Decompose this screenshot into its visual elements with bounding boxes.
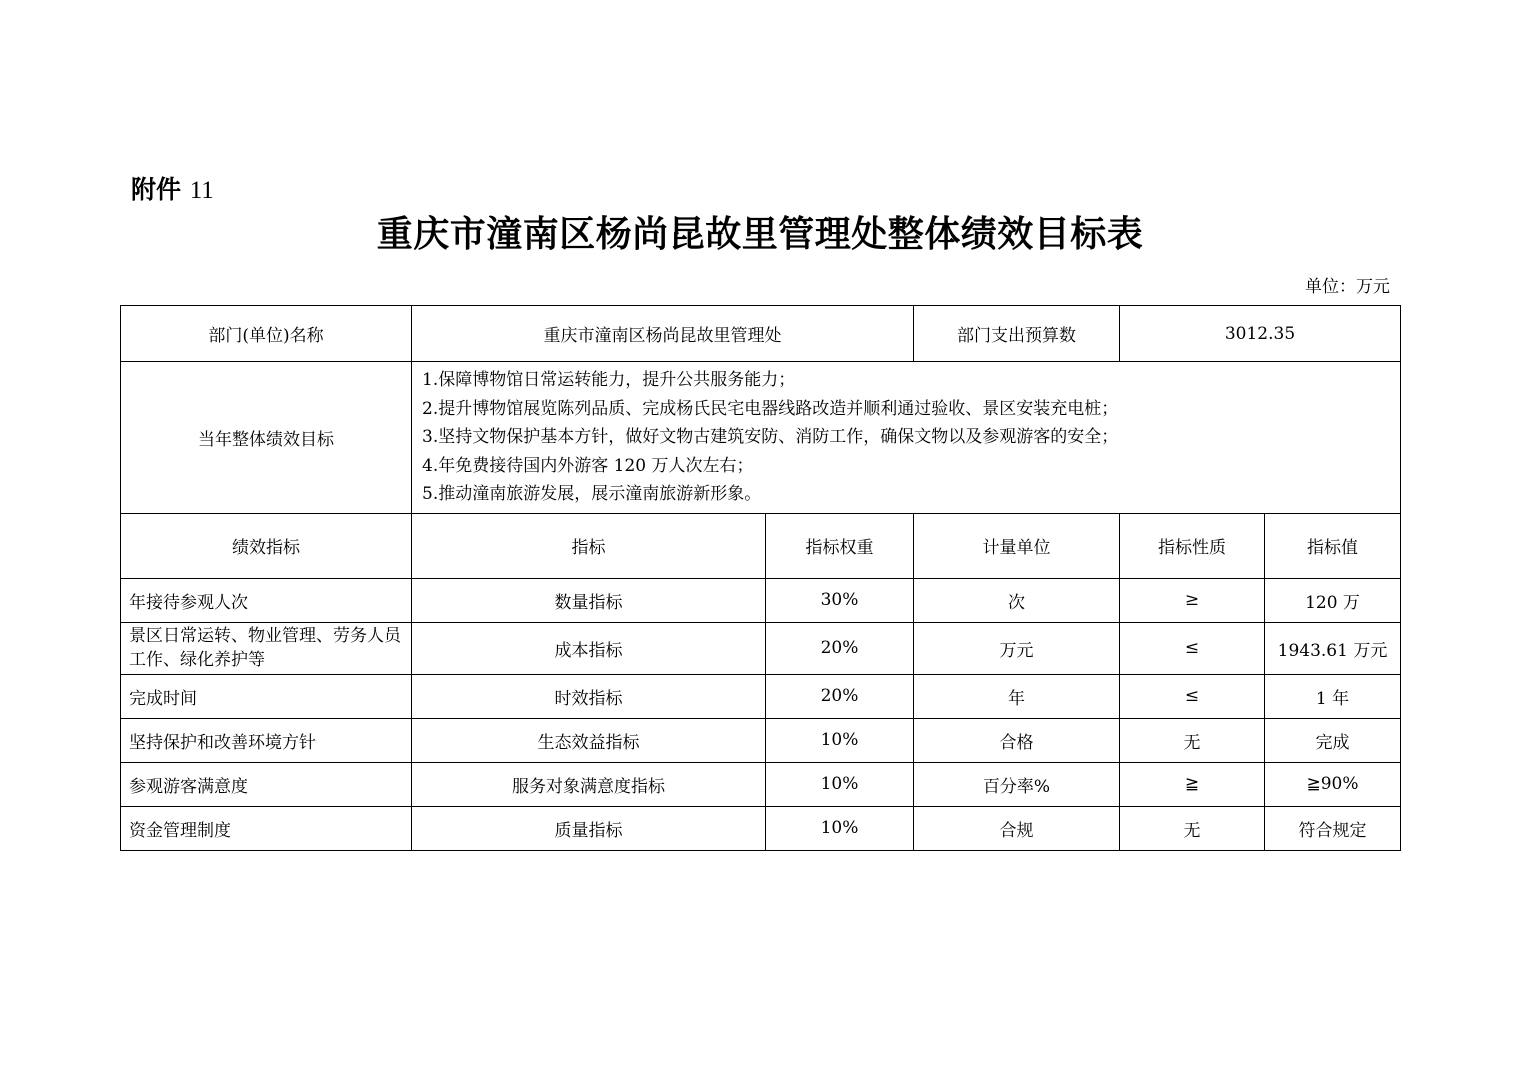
indicator-name: 景区日常运转、物业管理、劳务人员工作、绿化养护等 xyxy=(121,622,412,674)
goal-item: 2.提升博物馆展览陈列品质、完成杨氏民宅电器线路改造并顺利通过验收、景区安装充电桩； xyxy=(422,398,1119,419)
budget-value: 3012.35 xyxy=(1120,306,1401,362)
unit-label: 单位：万元 xyxy=(1305,277,1390,297)
indicator-nature: ≧ xyxy=(1120,762,1265,806)
indicator-nature: ≤ xyxy=(1120,674,1265,718)
page-title: 重庆市潼南区杨尚昆故里管理处整体绩效目标表 xyxy=(376,213,1144,255)
indicator-unit: 百分率% xyxy=(914,762,1120,806)
indicator-weight: 30% xyxy=(766,578,914,622)
table-row xyxy=(121,578,1401,622)
attachment-number: 11 xyxy=(189,177,214,204)
indicator-value: 1943.61 万元 xyxy=(1265,622,1401,674)
dept-info-row xyxy=(121,306,1401,362)
attachment-text: 附件 xyxy=(131,175,182,204)
indicator-value: 完成 xyxy=(1265,718,1401,762)
indicator-type: 质量指标 xyxy=(412,806,766,850)
indicator-unit: 万元 xyxy=(914,622,1120,674)
indicator-nature: 无 xyxy=(1120,806,1265,850)
dept-name-value: 重庆市潼南区杨尚昆故里管理处 xyxy=(412,306,914,362)
indicator-weight: 20% xyxy=(766,622,914,674)
indicator-type: 数量指标 xyxy=(412,578,766,622)
budget-label: 部门支出预算数 xyxy=(914,306,1120,362)
indicator-name: 年接待参观人次 xyxy=(121,578,412,622)
indicator-type: 服务对象满意度指标 xyxy=(412,762,766,806)
col-header: 指标值 xyxy=(1265,513,1401,578)
indicator-value: 120 万 xyxy=(1265,578,1401,622)
goals-content xyxy=(412,362,1401,514)
indicator-type: 生态效益指标 xyxy=(412,718,766,762)
table-row xyxy=(121,762,1401,806)
indicator-weight: 20% xyxy=(766,674,914,718)
indicator-weight: 10% xyxy=(766,806,914,850)
indicator-nature: ≤ xyxy=(1120,622,1265,674)
indicator-weight: 10% xyxy=(766,718,914,762)
col-header: 指标权重 xyxy=(766,513,914,578)
indicator-unit: 合规 xyxy=(914,806,1120,850)
table-row xyxy=(121,674,1401,718)
attachment-label xyxy=(131,170,214,206)
indicator-name: 参观游客满意度 xyxy=(121,762,412,806)
indicator-name: 资金管理制度 xyxy=(121,806,412,850)
indicator-nature: ≥ xyxy=(1120,578,1265,622)
indicator-value: 符合规定 xyxy=(1265,806,1401,850)
goal-item: 5.推动潼南旅游发展，展示潼南旅游新形象。 xyxy=(422,484,762,504)
goals-row xyxy=(121,362,1401,514)
column-header-row xyxy=(121,513,1401,578)
goal-item: 3.坚持文物保护基本方针，做好文物古建筑安防、消防工作，确保文物以及参观游客的安全； xyxy=(422,427,1119,447)
goals-label: 当年整体绩效目标 xyxy=(121,362,412,514)
indicator-nature: 无 xyxy=(1120,718,1265,762)
indicator-value: 1 年 xyxy=(1265,674,1401,718)
performance-table xyxy=(120,305,1401,851)
indicator-name: 完成时间 xyxy=(121,674,412,718)
col-header: 指标 xyxy=(412,513,766,578)
table-row xyxy=(121,718,1401,762)
indicator-unit: 年 xyxy=(914,674,1120,718)
indicator-weight: 10% xyxy=(766,762,914,806)
col-header: 绩效指标 xyxy=(121,513,412,578)
indicator-unit: 合格 xyxy=(914,718,1120,762)
indicator-name: 坚持保护和改善环境方针 xyxy=(121,718,412,762)
dept-name-label: 部门(单位)名称 xyxy=(121,306,412,362)
table-row xyxy=(121,806,1401,850)
goal-item: 4.年免费接待国内外游客 120 万人次左右； xyxy=(422,455,754,476)
indicator-type: 时效指标 xyxy=(412,674,766,718)
goal-item: 1.保障博物馆日常运转能力，提升公共服务能力； xyxy=(422,370,796,390)
indicator-type: 成本指标 xyxy=(412,622,766,674)
table-row xyxy=(121,622,1401,674)
indicator-value: ≧90% xyxy=(1265,762,1401,806)
col-header: 指标性质 xyxy=(1120,513,1265,578)
col-header: 计量单位 xyxy=(914,513,1120,578)
indicator-unit: 次 xyxy=(914,578,1120,622)
